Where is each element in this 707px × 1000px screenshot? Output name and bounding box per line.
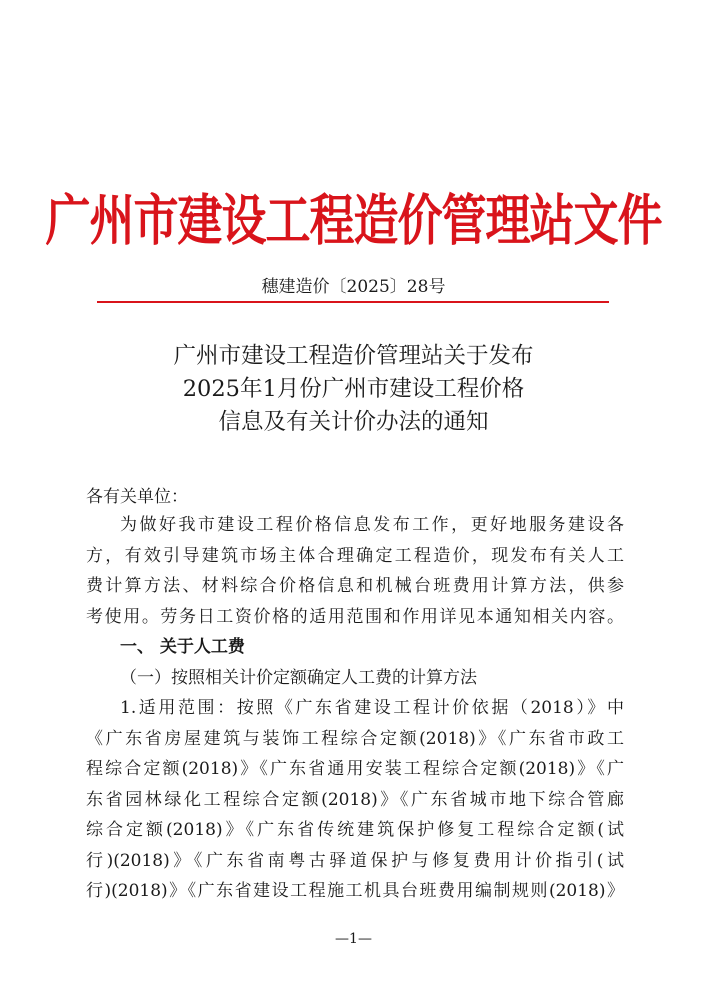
document-number: 穗建造价〔2025〕28号 bbox=[261, 277, 446, 297]
red-divider-line bbox=[97, 301, 609, 303]
body-paragraph-line: 考使用。劳务日工资价格的适用范围和作用详见本通知相关内容。 bbox=[86, 606, 624, 627]
body-paragraph-line: 程综合定额(2018)》《广东省通用安装工程综合定额(2018)》《广 bbox=[86, 759, 624, 779]
notice-title-line: 2025年1月份广州市建设工程价格 bbox=[182, 376, 525, 402]
section-heading: 一、 关于人工费 bbox=[120, 637, 245, 657]
body-paragraph-line: 行)(2018)》《广东省南粤古驿道保护与修复费用计价指引(试 bbox=[86, 850, 624, 871]
body-paragraph-line: 东省园林绿化工程综合定额(2018)》《广东省城市地下综合管廊 bbox=[86, 789, 624, 810]
body-paragraph-line: 《广东省房屋建筑与装饰工程综合定额(2018)》《广东省市政工 bbox=[86, 728, 624, 749]
body-paragraph-line: 费计算方法、材料综合价格信息和机械台班费用计算方法，供参 bbox=[86, 576, 624, 596]
red-header-title: 广州市建设工程造价管理站文件 bbox=[45, 188, 662, 253]
notice-title-line: 信息及有关计价办法的通知 bbox=[218, 409, 489, 435]
body-paragraph-line: 为做好我市建设工程价格信息发布工作，更好地服务建设各 bbox=[120, 515, 624, 535]
body-paragraph-line: 方，有效引导建筑市场主体合理确定工程造价，现发布有关人工 bbox=[86, 545, 624, 566]
notice-title bbox=[0, 340, 707, 439]
salutation: 各有关单位： bbox=[86, 487, 188, 507]
notice-title-line: 广州市建设工程造价管理站关于发布 bbox=[173, 343, 534, 369]
page-number: —1— bbox=[335, 931, 372, 947]
body-paragraph-line: 行)(2018)》《广东省建设工程施工机具台班费用编制规则(2018)》 bbox=[86, 881, 624, 901]
subsection-heading: （一）按照相关计价定额确定人工费的计算方法 bbox=[120, 667, 477, 688]
body-paragraph-line: 1.适用范围：按照《广东省建设工程计价依据（2018）》中 bbox=[120, 698, 624, 718]
body-paragraph-line: 综合定额(2018)》《广东省传统建筑保护修复工程综合定额(试 bbox=[86, 820, 624, 840]
body-text bbox=[86, 510, 624, 907]
